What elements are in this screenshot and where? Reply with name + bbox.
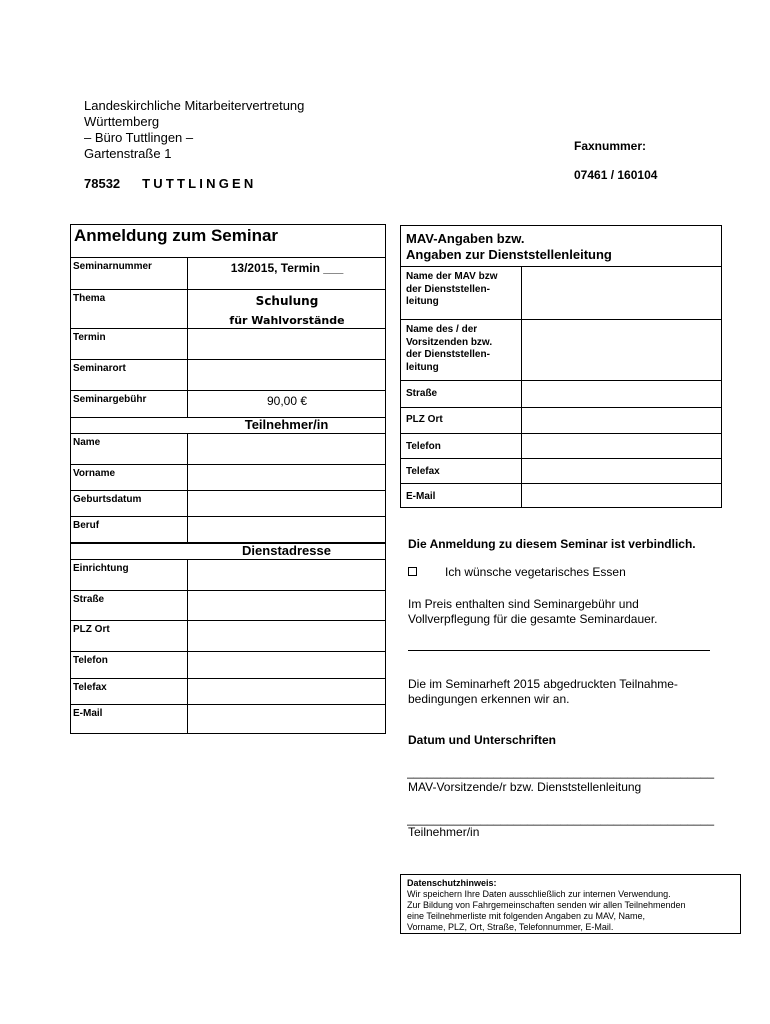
mav-telefax-label: Telefax (406, 466, 440, 477)
email-field[interactable] (187, 705, 386, 734)
row-geburtsdatum (70, 490, 386, 516)
row-name (70, 433, 386, 464)
row-vorsitz (400, 319, 722, 380)
row-seminarort (70, 359, 386, 390)
plz-ort-label: PLZ Ort (73, 624, 110, 635)
seminarort-label: Seminarort (73, 363, 126, 374)
seminargebuehr-value: 90,00 € (266, 394, 308, 408)
row-strasse (70, 590, 386, 620)
row-seminargebuehr (70, 390, 386, 417)
vorname-field[interactable] (187, 465, 386, 490)
seminarnummer-field[interactable] (187, 258, 386, 289)
thema-value-line-2: für Wahlvorstände (229, 314, 345, 327)
seminarnummer-value: 13/2015, Termin ___ (230, 261, 344, 275)
address-line-4: Gartenstraße 1 (84, 146, 172, 161)
row-mav-email (400, 483, 722, 508)
mav-telefax-field[interactable] (521, 459, 722, 483)
name-mav-label-line-2: der Dienststellen- (406, 283, 490, 295)
privacy-notice-heading: Datenschutzhinweis: (407, 878, 497, 888)
conditions-info-line-2: bedingungen erkennen wir an. (408, 692, 570, 706)
einrichtung-field[interactable] (187, 560, 386, 590)
thema-value-line-1: Schulung (255, 294, 319, 308)
privacy-notice-line-2: Zur Bildung von Fahrgemeinschaften senden wir allen Teilnehmenden (407, 900, 686, 910)
vorsitz-field[interactable] (521, 320, 722, 380)
name-mav-label-line-1: Name der MAV bzw (406, 271, 498, 282)
strasse-label: Straße (73, 594, 105, 605)
mav-plz-field[interactable] (521, 408, 722, 433)
divider-line (408, 650, 710, 651)
beruf-label: Beruf (73, 520, 100, 531)
signature-2-label: Teilnehmer/in (408, 825, 480, 839)
telefax-field[interactable] (187, 679, 386, 704)
row-mav-plz (400, 407, 722, 433)
row-vorname (70, 464, 386, 490)
price-info-line-2: Vollverpflegung für die gesamte Seminardauer. (408, 612, 658, 626)
address-zip: 78532 (84, 176, 121, 191)
name-label: Name (73, 437, 101, 448)
privacy-notice-box (400, 874, 741, 934)
row-mav-telefon (400, 433, 722, 458)
mav-plz-label: PLZ Ort (406, 414, 443, 425)
termin-label: Termin (73, 332, 106, 343)
address-line-1: Landeskirchliche Mitarbeitervertretung (84, 98, 305, 113)
email-label: E-Mail (73, 708, 103, 719)
termin-field[interactable] (187, 329, 386, 359)
address-line-3: – Büro Tuttlingen – (84, 130, 194, 145)
address-city: TUTTLINGEN (142, 176, 257, 191)
vorsitz-label (406, 324, 492, 374)
telefax-label: Telefax (73, 682, 107, 693)
row-mav-telefax (400, 458, 722, 483)
address-city-line (84, 176, 256, 191)
conditions-info-line-1: Die im Seminarheft 2015 abgedruckten Teilnahme- (408, 677, 678, 691)
row-seminarnummer (70, 257, 386, 289)
row-name-mav (400, 266, 722, 319)
privacy-notice-line-3: eine Teilnehmerliste mit folgenden Angaben zu MAV, Name, (407, 911, 645, 921)
conditions-info (408, 677, 678, 707)
name-field[interactable] (187, 434, 386, 464)
seminarnummer-label: Seminarnummer (73, 261, 152, 272)
vorsitz-label-line-1: Name des / der (406, 324, 478, 335)
mav-strasse-label: Straße (406, 388, 438, 399)
telefon-field[interactable] (187, 652, 386, 678)
registration-form-title: Anmeldung zum Seminar (74, 226, 279, 245)
fax-label: Faxnummer: (574, 139, 647, 153)
signatures-heading: Datum und Unterschriften (408, 733, 557, 747)
vorname-label: Vorname (73, 468, 116, 479)
plz-ort-field[interactable] (187, 621, 386, 651)
privacy-notice-line-4: Vorname, PLZ, Ort, Straße, Telefonnummer, E-Mail. (407, 922, 614, 932)
thema-label: Thema (73, 293, 106, 304)
mav-telefon-field[interactable] (521, 434, 722, 458)
dienst-heading-text: Dienstadresse (242, 543, 331, 558)
mav-telefon-label: Telefon (406, 441, 441, 452)
vegetarian-label: Ich wünsche vegetarisches Essen (445, 565, 626, 579)
row-termin (70, 328, 386, 359)
price-info (408, 597, 658, 627)
mav-form-title-line-2: Angaben zur Dienststellenleitung (406, 247, 612, 262)
name-mav-label-line-3: leitung (406, 296, 439, 307)
vorsitz-label-line-3: der Dienststellen- (406, 349, 490, 360)
row-telefon (70, 651, 386, 678)
telefon-label: Telefon (73, 655, 108, 666)
mav-email-field[interactable] (521, 484, 722, 508)
signature-line-2[interactable]: ______________________________________________ (407, 812, 714, 826)
row-email (70, 704, 386, 734)
signature-line-1[interactable]: ______________________________________________ (407, 765, 714, 779)
seminargebuehr-field[interactable] (187, 391, 386, 417)
beruf-field[interactable] (187, 517, 386, 542)
vorsitz-label-line-2: Vorsitzenden bzw. (406, 336, 493, 348)
verbindlich-notice: Die Anmeldung zu diesem Seminar ist verbindlich. (408, 537, 696, 551)
recipient-address (84, 98, 304, 162)
mav-strasse-field[interactable] (521, 381, 722, 407)
participant-heading-text: Teilnehmer/in (244, 417, 329, 432)
row-beruf (70, 516, 386, 542)
row-plz-ort (70, 620, 386, 651)
mav-email-label: E-Mail (406, 491, 436, 502)
seminarort-field[interactable] (187, 360, 386, 390)
name-mav-field[interactable] (521, 267, 722, 319)
vorsitz-label-line-4: leitung (406, 361, 439, 373)
signature-1-label: MAV-Vorsitzende/r bzw. Dienststellenleitung (408, 780, 642, 794)
price-info-line-1: Im Preis enthalten sind Seminargebühr und (408, 597, 639, 611)
address-line-2: Württemberg (84, 114, 160, 129)
privacy-notice-line-1: Wir speichern Ihre Daten ausschließlich zur internen Verwendung. (407, 889, 671, 899)
fax-number: 07461 / 160104 (574, 168, 658, 182)
vegetarian-checkbox[interactable] (408, 567, 417, 576)
row-einrichtung (70, 559, 386, 590)
mav-form-title (406, 231, 612, 263)
name-mav-label (406, 271, 498, 309)
mav-form-title-line-1: MAV-Angaben bzw. (406, 231, 525, 246)
row-mav-strasse (400, 380, 722, 407)
einrichtung-label: Einrichtung (73, 563, 129, 574)
thema-field[interactable] (187, 290, 386, 328)
geburtsdatum-field[interactable] (187, 491, 386, 516)
row-telefax (70, 678, 386, 704)
strasse-field[interactable] (187, 591, 386, 620)
row-thema (70, 289, 386, 328)
geburtsdatum-label: Geburtsdatum (73, 494, 142, 505)
seminargebuehr-label: Seminargebühr (73, 394, 147, 405)
